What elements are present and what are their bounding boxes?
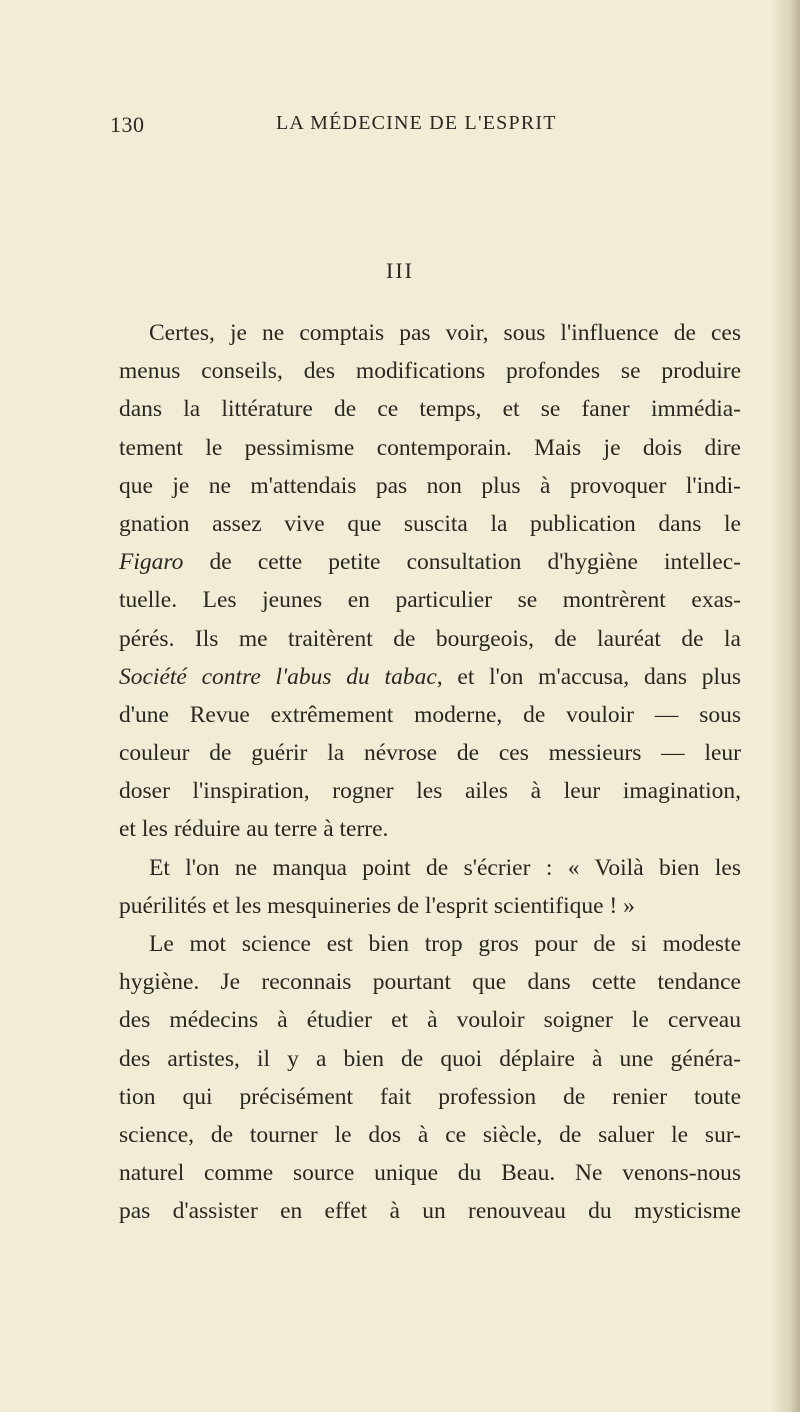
text-line: dans la littérature de ce temps, et se faner immédia- xyxy=(119,396,741,423)
text-line: Et l'on ne manqua point de s'écrier : « Voilà bien les xyxy=(149,854,741,881)
text-line: et les réduire au terre à terre. xyxy=(119,816,389,843)
italic-figaro: Figaro xyxy=(119,549,184,576)
text-line: tuelle. Les jeunes en particulier se montrèrent exas- xyxy=(119,587,741,614)
text-line: tion qui précisément fait profession de renier toute xyxy=(119,1083,741,1110)
running-header xyxy=(110,112,710,142)
text-line: des médecins à étudier et à vouloir soigner le cerveau xyxy=(119,1007,741,1034)
text-line: des artistes, il y a bien de quoi déplaire à une généra- xyxy=(119,1045,741,1072)
text-line: couleur de guérir la névrose de ces messieurs — leur xyxy=(119,740,741,767)
text-line: naturel comme source unique du Beau. Ne venons-nous xyxy=(119,1160,741,1187)
text-line: Certes, je ne comptais pas voir, sous l'influence de ces xyxy=(149,320,741,346)
text-line: menus conseils, des modifications profondes se produire xyxy=(119,358,741,385)
text-line: d'une Revue extrêmement moderne, de vouloir — sous xyxy=(119,701,741,728)
text-line: puérilités et les mesquineries de l'esprit scientifique ! » xyxy=(119,892,635,919)
text-line: pas d'assister en effet à un renouveau du mysticisme xyxy=(119,1198,741,1225)
text-line: pérés. Ils me traitèrent de bourgeois, de lauréat de la xyxy=(119,625,741,652)
running-title: LA MÉDECINE DE L'ESPRIT xyxy=(276,112,557,134)
section-heading: III xyxy=(386,258,414,283)
italic-societe: Société contre l'abus du tabac xyxy=(119,663,437,690)
text-line: doser l'inspiration, rogner les ailes à leur imagination, xyxy=(119,778,741,805)
text-line-figaro xyxy=(119,543,741,581)
text-line: gnation assez vive que suscita la publication dans le xyxy=(119,510,741,537)
text-line: Le mot science est bien trop gros pour de si modeste xyxy=(149,931,741,957)
text-line-societe xyxy=(119,658,741,696)
text-line: hygiène. Je reconnais pourtant que dans cette tendance xyxy=(119,969,741,996)
text-line: que je ne m'attendais pas non plus à provoquer l'indi- xyxy=(119,472,741,499)
text-line: science, de tourner le dos à ce siècle, de saluer le sur- xyxy=(119,1121,741,1148)
text-segment: , et l'on m'accusa, dans plus xyxy=(436,663,741,690)
body-text xyxy=(119,314,741,1231)
text-segment: de cette petite consultation d'hygiène intellec- xyxy=(209,549,741,576)
page-number: 130 xyxy=(110,112,145,137)
text-line: tement le pessimisme contemporain. Mais je dois dire xyxy=(119,434,741,461)
